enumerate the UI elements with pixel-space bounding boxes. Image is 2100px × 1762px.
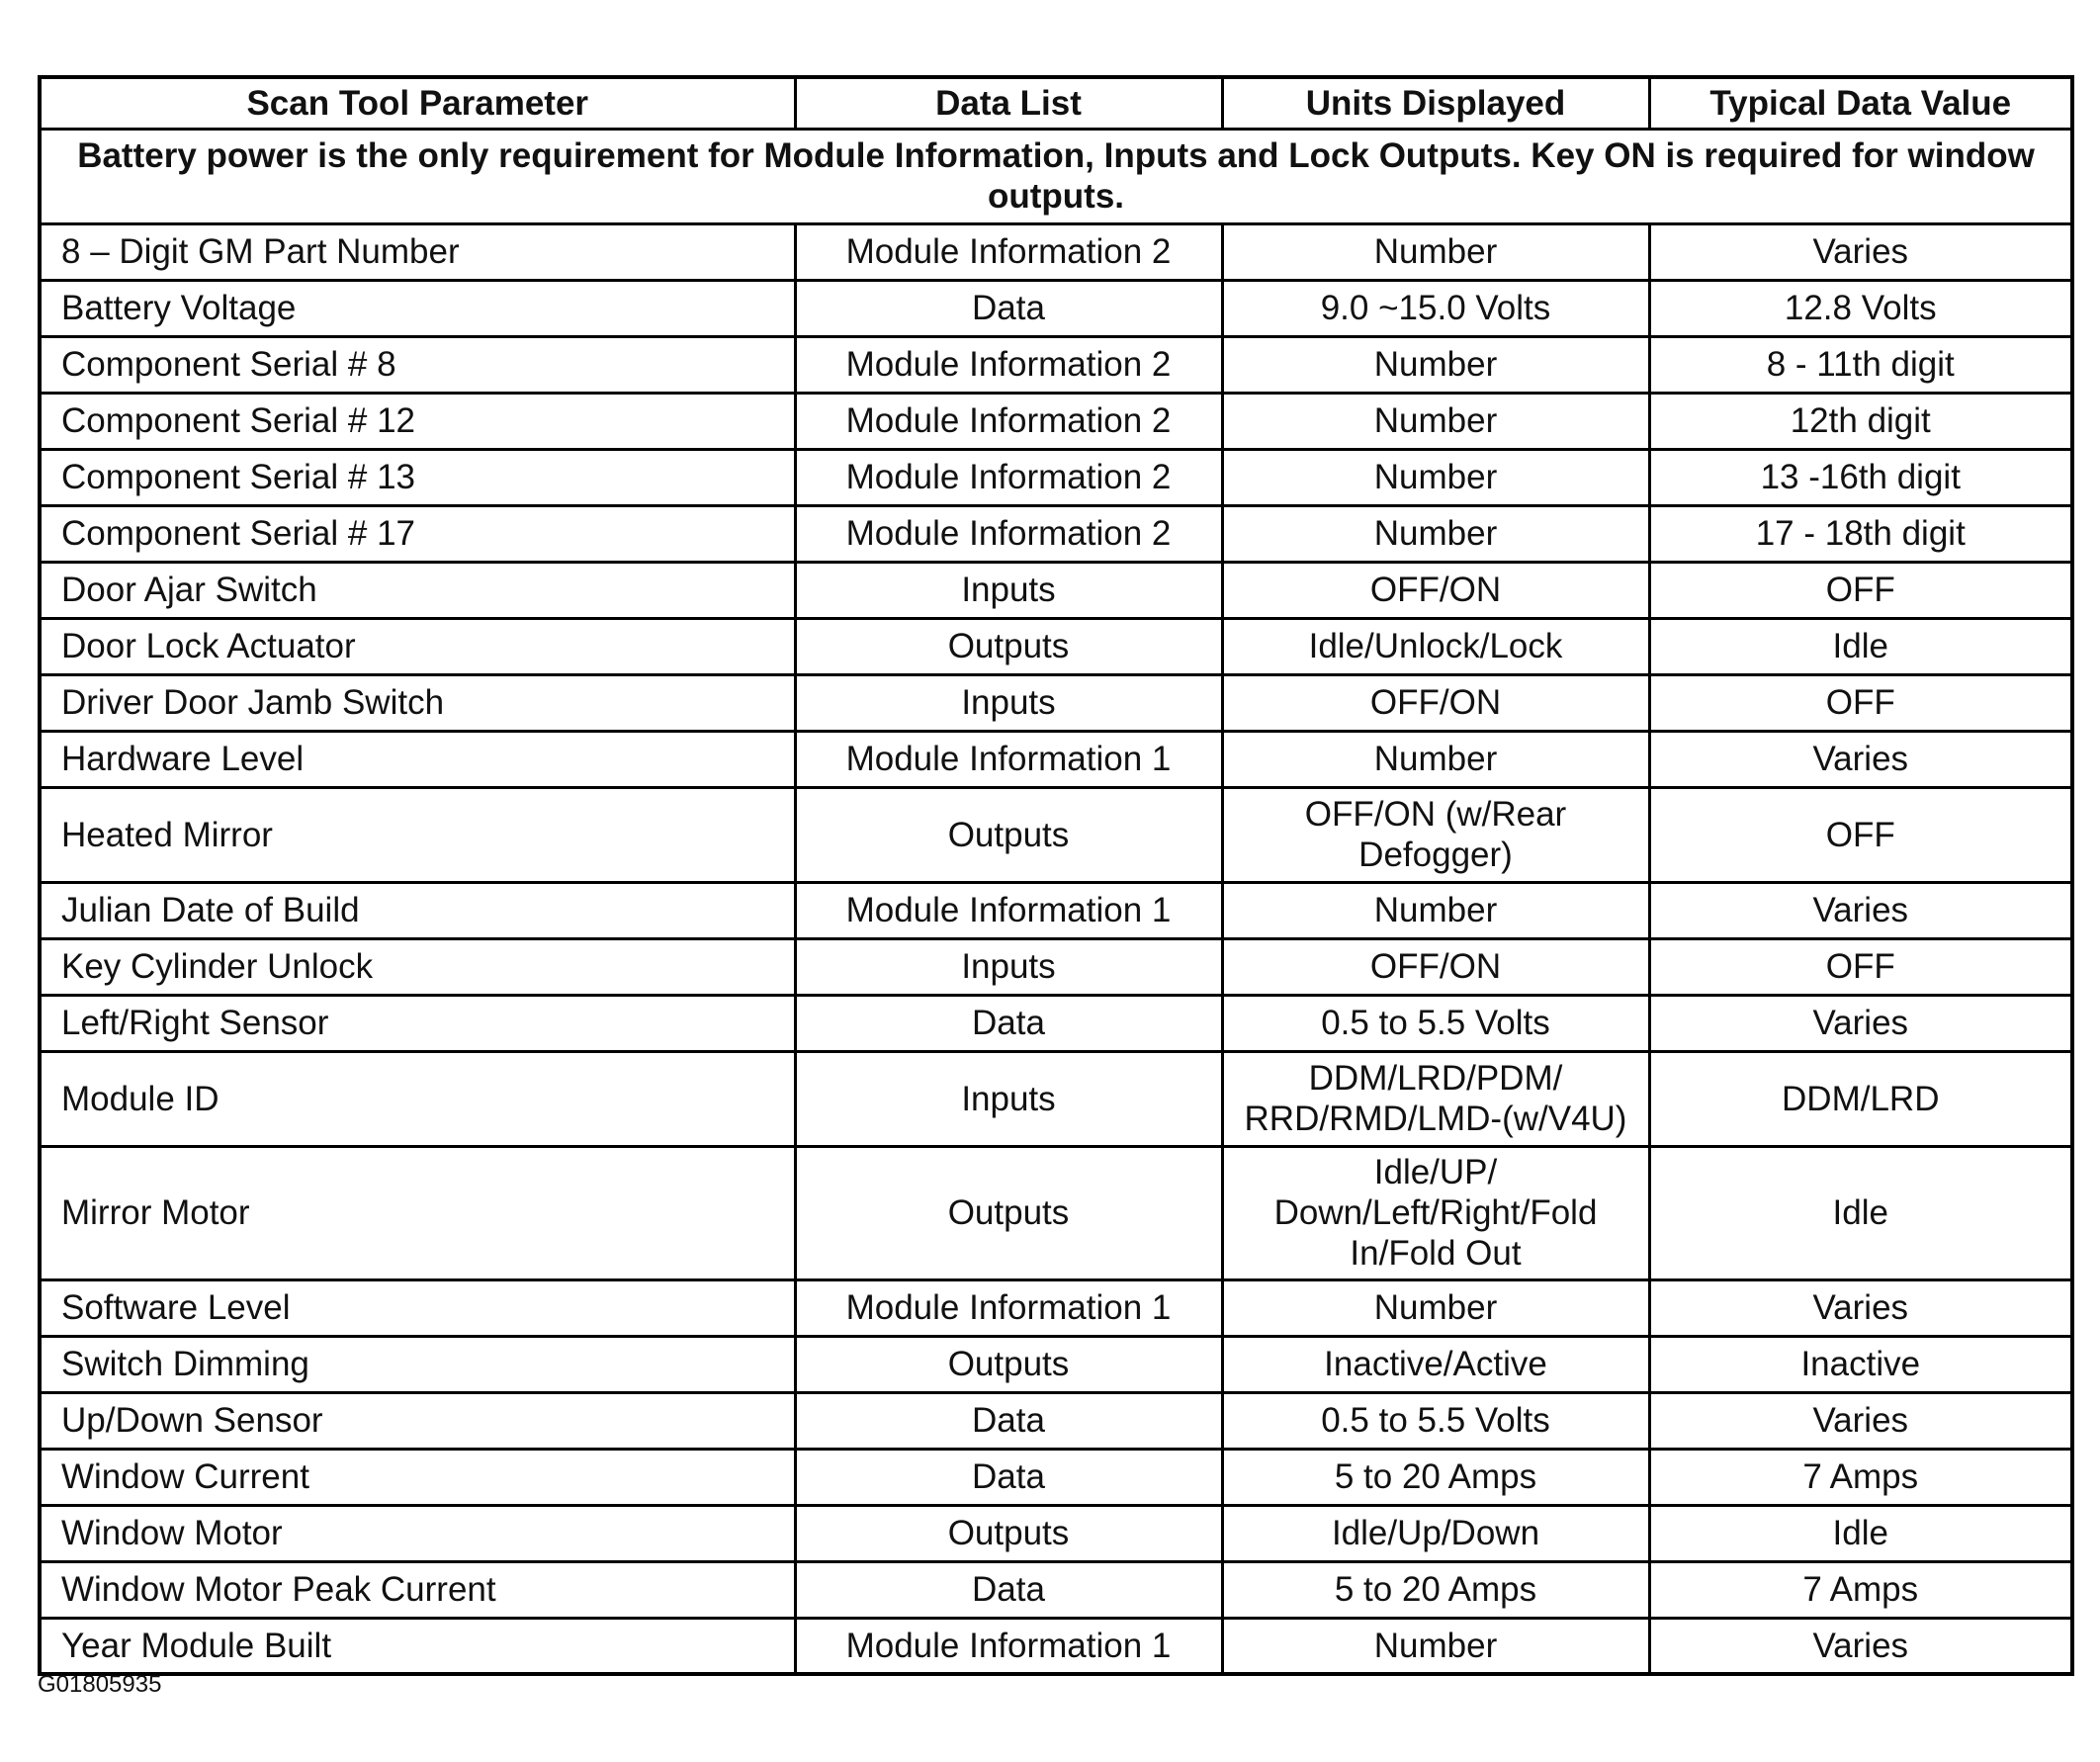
typical-value-cell: Varies (1649, 1618, 2072, 1674)
parameter-cell: 8 – Digit GM Part Number (40, 223, 795, 280)
parameter-cell: Switch Dimming (40, 1336, 795, 1392)
parameter-cell: Up/Down Sensor (40, 1392, 795, 1449)
units-cell: Number (1222, 223, 1649, 280)
data-list-cell: Data (795, 280, 1222, 336)
header-data-list: Data List (795, 77, 1222, 129)
data-list-cell: Module Information 1 (795, 731, 1222, 787)
table-row (40, 618, 2072, 674)
parameter-cell: Window Motor Peak Current (40, 1561, 795, 1618)
units-cell: OFF/ON (w/Rear Defogger) (1222, 787, 1649, 882)
header-row (40, 77, 2072, 129)
units-cell: Number (1222, 505, 1649, 562)
table-row (40, 1392, 2072, 1449)
typical-value-cell: Idle (1649, 1146, 2072, 1279)
units-cell: 0.5 to 5.5 Volts (1222, 995, 1649, 1051)
units-cell: Idle/Up/Down (1222, 1505, 1649, 1561)
table-row (40, 223, 2072, 280)
units-cell: Number (1222, 882, 1649, 938)
typical-value-cell: 12.8 Volts (1649, 280, 2072, 336)
scan-tool-parameter-table (38, 75, 2074, 1676)
typical-value-cell: Varies (1649, 1279, 2072, 1336)
typical-value-cell: Inactive (1649, 1336, 2072, 1392)
units-cell: 5 to 20 Amps (1222, 1561, 1649, 1618)
typical-value-cell: 7 Amps (1649, 1449, 2072, 1505)
typical-value-cell: 8 - 11th digit (1649, 336, 2072, 393)
parameter-cell: Component Serial # 17 (40, 505, 795, 562)
data-list-cell: Outputs (795, 618, 1222, 674)
table-row (40, 1279, 2072, 1336)
data-list-cell: Module Information 2 (795, 505, 1222, 562)
table-row (40, 1618, 2072, 1674)
parameter-cell: Key Cylinder Unlock (40, 938, 795, 995)
parameter-cell: Door Ajar Switch (40, 562, 795, 618)
typical-value-cell: OFF (1649, 674, 2072, 731)
parameter-cell: Window Motor (40, 1505, 795, 1561)
table-row (40, 731, 2072, 787)
parameter-cell: Window Current (40, 1449, 795, 1505)
typical-value-cell: OFF (1649, 562, 2072, 618)
data-list-cell: Inputs (795, 938, 1222, 995)
data-list-cell: Module Information 2 (795, 393, 1222, 449)
typical-value-cell: DDM/LRD (1649, 1051, 2072, 1146)
note-row (40, 129, 2072, 223)
parameter-cell: Hardware Level (40, 731, 795, 787)
data-list-cell: Module Information 1 (795, 1618, 1222, 1674)
data-list-cell: Outputs (795, 787, 1222, 882)
table-row (40, 995, 2072, 1051)
units-cell: 5 to 20 Amps (1222, 1449, 1649, 1505)
figure-id: G01805935 (38, 1671, 162, 1698)
table-row (40, 1505, 2072, 1561)
table-row (40, 1336, 2072, 1392)
typical-value-cell: Idle (1649, 618, 2072, 674)
units-cell: Number (1222, 336, 1649, 393)
data-list-cell: Outputs (795, 1336, 1222, 1392)
data-list-cell: Data (795, 1449, 1222, 1505)
parameter-cell: Component Serial # 12 (40, 393, 795, 449)
units-cell: Inactive/Active (1222, 1336, 1649, 1392)
header-units-displayed: Units Displayed (1222, 77, 1649, 129)
typical-value-cell: 12th digit (1649, 393, 2072, 449)
units-cell: Number (1222, 1279, 1649, 1336)
header-scan-tool-parameter: Scan Tool Parameter (40, 77, 795, 129)
data-list-cell: Outputs (795, 1146, 1222, 1279)
data-list-cell: Module Information 1 (795, 882, 1222, 938)
typical-value-cell: Varies (1649, 1392, 2072, 1449)
units-cell: 0.5 to 5.5 Volts (1222, 1392, 1649, 1449)
parameter-cell: Component Serial # 8 (40, 336, 795, 393)
data-list-cell: Data (795, 1392, 1222, 1449)
table-row (40, 393, 2072, 449)
table-row (40, 449, 2072, 505)
data-list-cell: Inputs (795, 674, 1222, 731)
parameter-cell: Component Serial # 13 (40, 449, 795, 505)
typical-value-cell: Idle (1649, 1505, 2072, 1561)
table-row (40, 336, 2072, 393)
requirements-note: Battery power is the only requirement for Module Information, Inputs and Lock Outputs. Key ON is required for window outputs. (40, 129, 2072, 223)
table-row (40, 938, 2072, 995)
units-cell: Idle/Unlock/Lock (1222, 618, 1649, 674)
parameter-cell: Driver Door Jamb Switch (40, 674, 795, 731)
table-row (40, 280, 2072, 336)
data-list-cell: Module Information 1 (795, 1279, 1222, 1336)
data-list-cell: Outputs (795, 1505, 1222, 1561)
parameter-cell: Door Lock Actuator (40, 618, 795, 674)
table-row (40, 674, 2072, 731)
data-list-cell: Data (795, 1561, 1222, 1618)
parameter-cell: Left/Right Sensor (40, 995, 795, 1051)
typical-value-cell: Varies (1649, 995, 2072, 1051)
data-list-cell: Inputs (795, 1051, 1222, 1146)
parameter-cell: Julian Date of Build (40, 882, 795, 938)
table-row (40, 1146, 2072, 1279)
units-cell: Number (1222, 393, 1649, 449)
table-row (40, 882, 2072, 938)
units-cell: OFF/ON (1222, 562, 1649, 618)
typical-value-cell: 13 -16th digit (1649, 449, 2072, 505)
typical-value-cell: OFF (1649, 787, 2072, 882)
parameter-cell: Software Level (40, 1279, 795, 1336)
units-cell: DDM/LRD/PDM/ RRD/RMD/LMD-(w/V4U) (1222, 1051, 1649, 1146)
typical-value-cell: Varies (1649, 731, 2072, 787)
data-list-cell: Data (795, 995, 1222, 1051)
data-list-cell: Module Information 2 (795, 449, 1222, 505)
units-cell: Number (1222, 731, 1649, 787)
parameter-cell: Heated Mirror (40, 787, 795, 882)
units-cell: OFF/ON (1222, 938, 1649, 995)
typical-value-cell: OFF (1649, 938, 2072, 995)
parameter-cell: Battery Voltage (40, 280, 795, 336)
header-typical-data-value: Typical Data Value (1649, 77, 2072, 129)
typical-value-cell: Varies (1649, 223, 2072, 280)
data-list-cell: Module Information 2 (795, 223, 1222, 280)
typical-value-cell: 17 - 18th digit (1649, 505, 2072, 562)
units-cell: OFF/ON (1222, 674, 1649, 731)
parameter-cell: Year Module Built (40, 1618, 795, 1674)
parameter-cell: Mirror Motor (40, 1146, 795, 1279)
table-row (40, 1449, 2072, 1505)
table-row (40, 562, 2072, 618)
units-cell: Number (1222, 1618, 1649, 1674)
table-row (40, 787, 2072, 882)
typical-value-cell: Varies (1649, 882, 2072, 938)
parameter-cell: Module ID (40, 1051, 795, 1146)
table-row (40, 505, 2072, 562)
data-list-cell: Inputs (795, 562, 1222, 618)
table-row (40, 1051, 2072, 1146)
units-cell: Idle/UP/ Down/Left/Right/Fold In/Fold Out (1222, 1146, 1649, 1279)
data-list-cell: Module Information 2 (795, 336, 1222, 393)
units-cell: Number (1222, 449, 1649, 505)
table-row (40, 1561, 2072, 1618)
typical-value-cell: 7 Amps (1649, 1561, 2072, 1618)
units-cell: 9.0 ~15.0 Volts (1222, 280, 1649, 336)
